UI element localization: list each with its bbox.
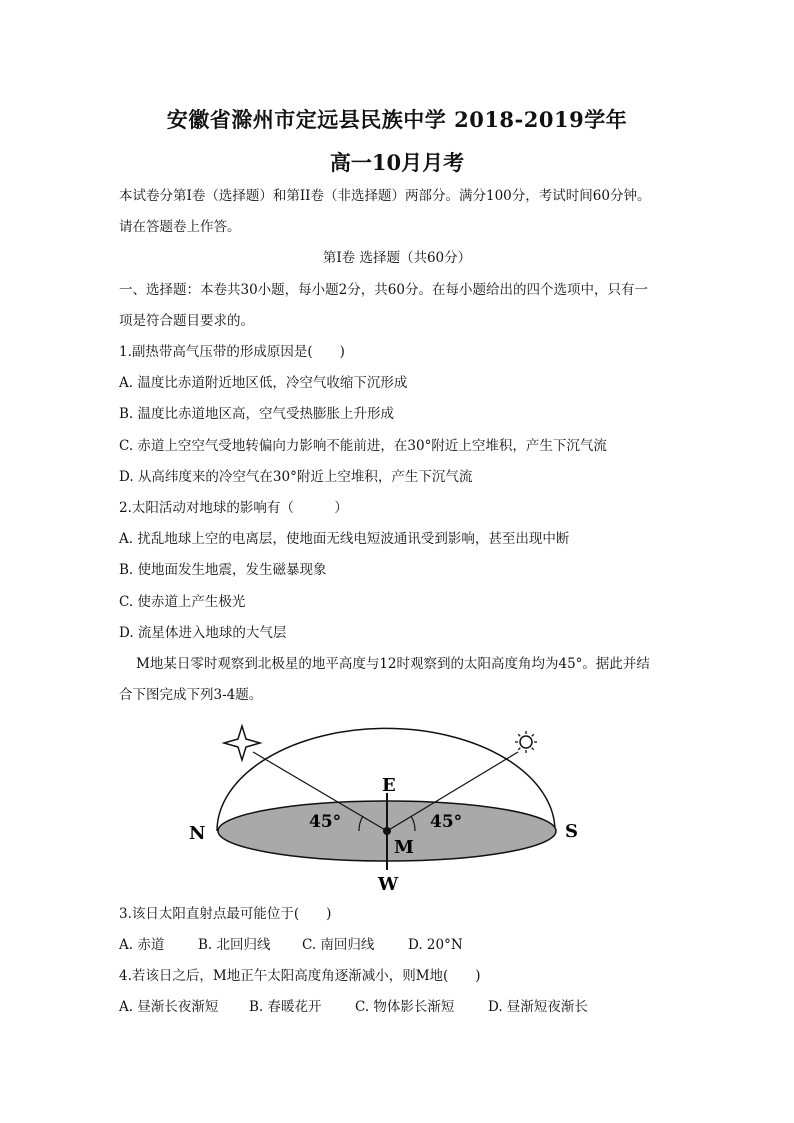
question-3-stem: 3.该日太阳直射点最可能位于( ) — [119, 906, 332, 922]
sun-icon — [515, 731, 537, 753]
angle-label-right: 45° — [430, 812, 463, 832]
exam-title-line1: 安徽省滁州市定远县民族中学 2018-2019学年 — [166, 107, 628, 132]
label-observer-m: M — [394, 837, 414, 858]
question-3-option-c: C. 南回归线 — [302, 937, 375, 953]
section-instructions-line-2: 项是符合题目要求的。 — [119, 313, 254, 329]
question-4-option-d: D. 昼渐短夜渐长 — [488, 999, 588, 1015]
question-1-stem: 1.副热带高气压带的形成原因是( ) — [119, 344, 345, 360]
question-3-options — [119, 936, 679, 954]
question-1-option-b: B. 温度比赤道地区高，空气受热膨胀上升形成 — [119, 406, 395, 422]
question-1-option-c: C. 赤道上空空气受地转偏向力影响不能前进，在30°附近上空堆积，产生下沉气流 — [119, 438, 607, 454]
angle-label-left: 45° — [309, 812, 342, 832]
question-3-option-b: B. 北回归线 — [198, 937, 271, 953]
section-instructions-line-1: 一、选择题：本卷共30小题，每小题2分，共60分。在每小题给出的四个选项中，只有一 — [119, 282, 648, 298]
question-3-option-d: D. 20°N — [408, 937, 463, 953]
question-4-option-c: C. 物体影长渐短 — [355, 999, 455, 1015]
label-north: N — [189, 823, 206, 844]
group-3-4-intro-line-1: M地某日零时观察到北极星的地平高度与12时观察到的太阳高度角均为45°。据此并结 — [136, 656, 650, 672]
question-3-option-a: A. 赤道 — [119, 937, 165, 953]
celestial-sphere-diagram — [185, 715, 585, 895]
intro-line-1: 本试卷分第I卷（选择题）和第II卷（非选择题）两部分。满分100分，考试时间60分钟。 — [119, 188, 651, 204]
question-2-option-d: D. 流星体进入地球的大气层 — [119, 625, 287, 641]
question-4-option-b: B. 春暖花开 — [249, 999, 322, 1015]
question-4-options — [119, 998, 679, 1016]
question-2-option-b: B. 使地面发生地震，发生磁暴现象 — [119, 562, 327, 578]
label-east: E — [382, 775, 396, 796]
question-2-stem: 2.太阳活动对地球的影响有（ ） — [119, 500, 348, 516]
intro-line-2: 请在答题卷上作答。 — [119, 219, 241, 235]
question-2-option-c: C. 使赤道上产生极光 — [119, 594, 246, 610]
question-1-option-a: A. 温度比赤道附近地区低，冷空气收缩下沉形成 — [119, 375, 408, 391]
group-3-4-intro-line-2: 合下图完成下列3-4题。 — [119, 687, 263, 703]
star-icon — [224, 726, 260, 760]
exam-title-line2: 高一10月月考 — [329, 150, 465, 175]
label-south: S — [565, 821, 578, 842]
observer-point-m — [383, 827, 391, 835]
question-1-option-d: D. 从高纬度来的冷空气在30°附近上空堆积，产生下沉气流 — [119, 469, 473, 485]
question-4-stem: 4.若该日之后，M地正午太阳高度角逐渐减小，则M地( ) — [119, 968, 481, 984]
section-heading: 第I卷 选择题（共60分） — [322, 250, 472, 266]
label-west: W — [378, 874, 399, 895]
question-4-option-a: A. 昼渐长夜渐短 — [119, 999, 219, 1015]
question-2-option-a: A. 扰乱地球上空的电离层，使地面无线电短波通讯受到影响，甚至出现中断 — [119, 531, 570, 547]
